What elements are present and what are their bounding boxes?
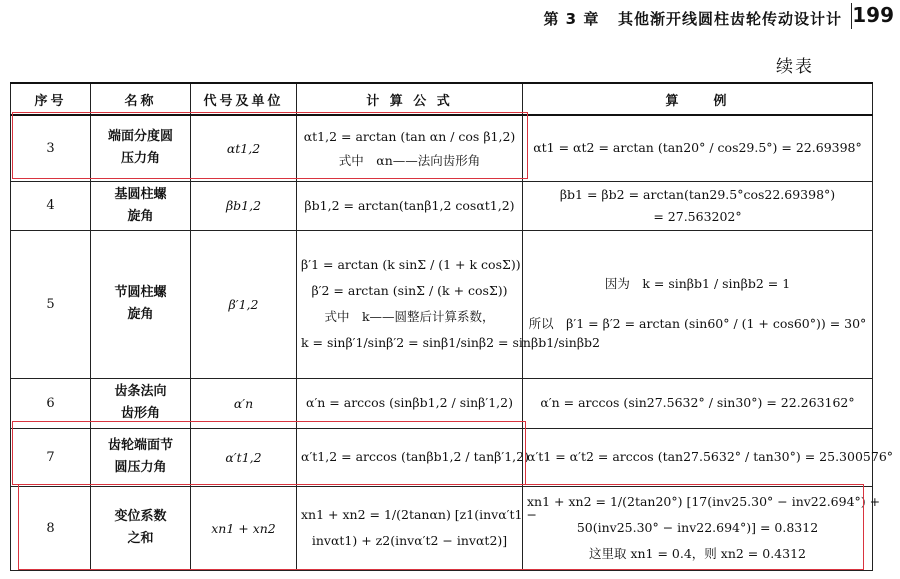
formula-cell: α′t1,2 = arccos (tanβb1,2 / tanβ′1,2): [297, 428, 523, 486]
parameter-symbol: α′n: [191, 378, 297, 428]
row-number: 3: [11, 115, 91, 181]
formula-cell: xn1 + xn2 = 1/(2tanαn) [z1(invα′t1 − invαt1) + z2(invα′t2 − invαt2)]: [297, 486, 523, 570]
parameter-name: 齿轮端面节 圆压力角: [91, 428, 191, 486]
formula-cell: β′1 = arctan (k sinΣ / (1 + k cosΣ)) β′2 = arctan (sinΣ / (k + cosΣ)) 式中 k——圆整后计算系数， k = sinβ′1/sinβ′2 = sinβ1/sinβ2 = sinβb1/sinβb2: [297, 230, 523, 378]
parameter-symbol: β′1,2: [191, 230, 297, 378]
parameter-name: 基圆柱螺 旋角: [91, 181, 191, 230]
example-cell: xn1 + xn2 = 1/(2tan20°) [17(inv25.30° − inv22.694°) + 50(inv25.30° − inv22.694°)] = 0.8312 这里取 xn1 = 0.4，则 xn2 = 0.4312: [523, 486, 873, 570]
table-row: [11, 378, 873, 428]
column-header: 名称: [91, 83, 191, 115]
parameter-symbol: α′t1,2: [191, 428, 297, 486]
parameter-symbol: xn1 + xn2: [191, 486, 297, 570]
table-row: [11, 428, 873, 486]
row-number: 5: [11, 230, 91, 378]
page-header: [0, 0, 900, 36]
parameter-name: 端面分度圆 压力角: [91, 115, 191, 181]
column-header: 代号及单位: [191, 83, 297, 115]
chapter-title: 第 3 章 其他渐开线圆柱齿轮传动设计计: [543, 10, 842, 28]
column-header: 计 算 公 式: [297, 83, 523, 115]
example-cell: βb1 = βb2 = arctan(tan29.5°cos22.69398°) = 27.563202°: [523, 181, 873, 230]
formula-cell: αt1,2 = arctan (tan αn / cos β1,2) 式中 αn——法向齿形角: [297, 115, 523, 181]
continued-label: 续表: [776, 57, 814, 77]
table-row: [11, 486, 873, 570]
formula-table: [10, 82, 894, 571]
row-number: 4: [11, 181, 91, 230]
table-row: [11, 230, 873, 378]
parameter-name: 变位系数 之和: [91, 486, 191, 570]
parameter-name: 齿条法向 齿形角: [91, 378, 191, 428]
table-row: [11, 181, 873, 230]
parameter-symbol: βb1,2: [191, 181, 297, 230]
formula-cell: βb1,2 = arctan(tanβ1,2 cosαt1,2): [297, 181, 523, 230]
row-number: 6: [11, 378, 91, 428]
table-header-row: [11, 83, 873, 115]
example-cell: αt1 = αt2 = arctan (tan20° / cos29.5°) = 22.69398°: [523, 115, 873, 181]
page-number: 199: [852, 3, 894, 27]
example-cell: α′n = arccos (sin27.5632° / sin30°) = 22.263162°: [523, 378, 873, 428]
formula-cell: α′n = arccos (sinβb1,2 / sinβ′1,2): [297, 378, 523, 428]
example-cell: 因为 k = sinβb1 / sinβb2 = 1 所以 β′1 = β′2 = arctan (sin60° / (1 + cos60°)) = 30°: [523, 230, 873, 378]
column-header: 算 例: [523, 83, 873, 115]
parameter-name: 节圆柱螺 旋角: [91, 230, 191, 378]
row-number: 8: [11, 486, 91, 570]
example-cell: α′t1 = α′t2 = arccos (tan27.5632° / tan30°) = 25.300576°: [523, 428, 873, 486]
row-number: 7: [11, 428, 91, 486]
table-row: [11, 115, 873, 181]
parameter-symbol: αt1,2: [191, 115, 297, 181]
column-header: 序号: [11, 83, 91, 115]
